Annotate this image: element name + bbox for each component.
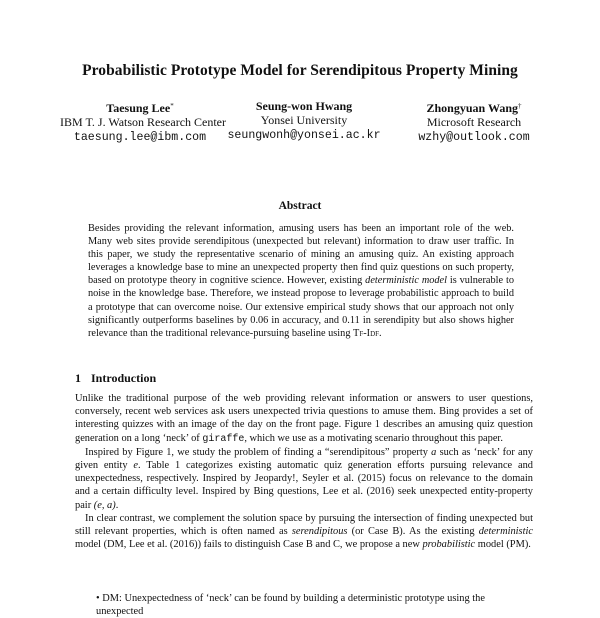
tfidf-term: Tf-Idf (353, 327, 380, 339)
author-3-mark: † (518, 102, 522, 110)
author-3-name: Zhongyuan Wang (426, 101, 518, 115)
author-1-name: Taesung Lee (106, 101, 171, 115)
author-3 (390, 99, 558, 145)
author-2-affiliation: Yonsei University (260, 113, 348, 127)
author-block (60, 99, 580, 145)
author-3-email: wzhy@outlook.com (418, 131, 530, 144)
author-1-affiliation: IBM T. J. Watson Research Center (60, 115, 227, 129)
author-1 (60, 99, 227, 145)
author-2-email: seungwonh@yonsei.ac.kr (227, 129, 381, 142)
section-heading (75, 371, 156, 386)
abstract-heading: Abstract (278, 200, 322, 212)
author-2-name: Seung-won Hwang (255, 99, 353, 113)
section-title: Introduction (91, 371, 157, 385)
intro-paragraph-3: In clear contrast, we complement the solution space by pursuing the intersection of finding unexpected but still relevant properties, which is often named as serendipitous (or Case B). As the existing deterministic model (DM, Lee et al. (2016)) fails to distinguish Case B and C, we propose a new probabilistic model (PM). (75, 512, 533, 551)
author-1-email: taesung.lee@ibm.com (73, 131, 207, 144)
abstract-emphasis: deterministic model (365, 275, 447, 287)
introduction-body (75, 392, 533, 551)
author-1-mark: * (170, 102, 174, 110)
cutoff-bullet-line: • DM: Unexpectedness of ‘neck’ can be found by building a deterministic prototype using the unexpected (96, 593, 485, 617)
paper-title: Probabilistic Prototype Model for Serendipitous Property Mining (82, 62, 518, 79)
intro-paragraph-2: Inspired by Figure 1, we study the problem of finding a “serendipitous” property a such as ‘neck’ for any given entity e. Table 1 categorizes existing automatic quiz generation efforts pursuing relevance and unexpectedness, respectively. Inspired by Jeopardy!, Seyler et al. (2015) focus on relevance to the domain and a certain difficulty level. Inspired by Bing questions, Lee et al. (2016) seek unexpected entity-property pair (e, a). (75, 446, 533, 511)
author-2 (223, 99, 385, 143)
abstract-text: Besides providing the relevant information, amusing users has been an important role of the web. Many web sites provide serendipitous (unexpected but relevant) information to draw user traffic. In this paper, we study the representative scenario of mining an amusing quiz. An existing approach leverages a knowledge base to mine an unexpected property then find quiz questions on such property, based on prototype theory in cognitive science. However, existing deterministic model is vulnerable to noise in the knowledge base. Therefore, we instead propose to leverage probabilistic approach to build a prototype that can overcome noise. Our extensive empirical study shows that our approach not only significantly outperforms baselines by 0.06 in accuracy, and 0.11 in serendipity but also shows higher relevance than the traditional relevance-pursuing baseline using Tf-Idf. (88, 223, 514, 339)
giraffe-term: giraffe (202, 433, 245, 445)
author-3-affiliation: Microsoft Research (426, 115, 522, 129)
section-number: 1 (75, 371, 81, 385)
intro-paragraph-1: Unlike the traditional purpose of the web providing relevant information or answers to user questions, conversely, recent web services ask users unexpected trivia questions to amuse them. Bing provides a set of interesting quizzes with an image of the day on the front page. Figure 1 describes an amusing quiz question generation on a long ‘neck’ of giraffe, which we use as a motivating scenario throughout this paper. (75, 393, 533, 445)
